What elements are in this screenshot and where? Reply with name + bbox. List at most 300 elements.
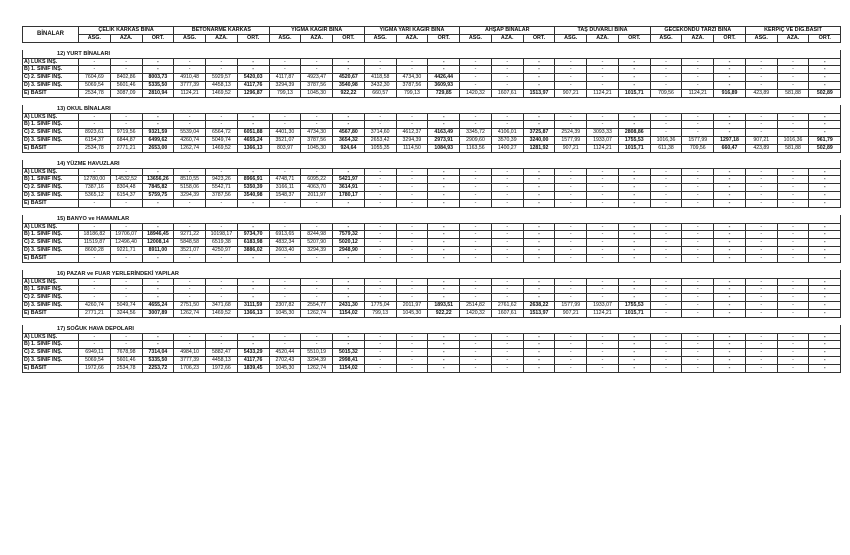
value-cell: - [174,121,206,129]
value-cell: 1755,53 [618,136,650,144]
value-cell: - [333,333,365,341]
value-cell: - [79,121,111,129]
value-cell: 2973,91 [428,136,460,144]
value-cell: - [682,58,714,66]
value-cell: - [142,223,174,231]
value-cell: - [777,356,809,364]
section-gap [23,97,841,105]
value-cell: - [523,239,555,247]
value-cell: - [745,349,777,357]
row-label: A) LÜKS İNŞ. [23,113,79,121]
value-cell: - [809,294,841,302]
value-cell: - [428,66,460,74]
value-cell: 1420,32 [460,309,492,317]
table-row [23,246,841,254]
value-cell: - [396,66,428,74]
value-cell: 7845,82 [142,184,174,192]
table-row [23,144,841,152]
value-cell: - [587,199,619,207]
value-cell: - [745,356,777,364]
value-cell: 4106,01 [491,129,523,137]
value-cell: - [777,168,809,176]
value-cell: - [396,254,428,262]
value-cell: - [587,121,619,129]
value-cell: - [110,58,142,66]
value-cell: - [714,364,746,372]
value-cell: - [682,301,714,309]
value-cell: - [460,74,492,82]
value-cell: - [555,184,587,192]
value-cell: - [110,168,142,176]
value-cell: - [745,168,777,176]
value-cell: - [491,191,523,199]
value-cell: - [269,294,301,302]
value-cell: - [491,184,523,192]
value-cell: 1297,18 [714,136,746,144]
value-cell: - [714,176,746,184]
table-row [23,199,841,207]
value-cell: - [650,184,682,192]
table-row [23,184,841,192]
value-cell: 3609,93 [428,81,460,89]
value-cell: 709,56 [650,89,682,97]
value-cell: - [587,239,619,247]
value-cell: - [174,223,206,231]
value-cell: - [237,223,269,231]
value-cell: - [714,113,746,121]
value-cell: - [618,364,650,372]
value-cell: - [714,301,746,309]
value-cell: - [174,286,206,294]
value-cell: 5539,04 [174,129,206,137]
value-cell: - [618,286,650,294]
section-gap [23,42,841,50]
row-label: D) 3. SINIF İNŞ. [23,246,79,254]
value-cell: 729,85 [428,89,460,97]
value-cell: - [714,254,746,262]
value-cell: - [809,74,841,82]
value-cell: 19706,07 [110,231,142,239]
value-cell: 9423,26 [206,176,238,184]
value-cell: - [142,168,174,176]
table-row [23,74,841,82]
value-cell: - [237,66,269,74]
table-row [23,121,841,129]
value-cell: - [618,168,650,176]
row-label: C) 2. SINIF İNŞ. [23,74,79,82]
value-cell: - [682,246,714,254]
value-cell: - [809,239,841,247]
value-cell: 1577,99 [555,301,587,309]
value-cell: - [460,184,492,192]
value-cell: - [364,66,396,74]
value-cell: 581,88 [777,89,809,97]
value-cell: - [809,199,841,207]
value-cell: - [460,231,492,239]
value-cell: - [714,356,746,364]
value-cell: - [428,121,460,129]
value-cell: - [428,239,460,247]
value-cell: 6051,88 [237,129,269,137]
value-cell: - [396,239,428,247]
value-cell: 8244,98 [301,231,333,239]
value-cell: - [809,246,841,254]
value-cell: - [396,113,428,121]
value-cell: - [523,184,555,192]
value-cell: 4458,13 [206,81,238,89]
value-cell: - [206,58,238,66]
value-cell: - [460,341,492,349]
value-cell: - [206,121,238,129]
value-cell: - [396,286,428,294]
value-cell: 1045,30 [396,309,428,317]
value-cell: - [587,184,619,192]
value-cell: - [745,113,777,121]
value-cell: - [555,294,587,302]
value-cell: - [523,58,555,66]
value-cell: - [682,121,714,129]
value-cell: 423,89 [745,89,777,97]
value-cell: - [745,129,777,137]
value-cell: - [237,254,269,262]
value-cell: - [491,254,523,262]
value-cell: 4520,44 [269,349,301,357]
value-cell: - [428,58,460,66]
header-subcolumn: AZA. [396,34,428,42]
value-cell: 3087,09 [110,89,142,97]
value-cell: - [460,121,492,129]
value-cell: - [523,356,555,364]
value-cell: - [396,364,428,372]
value-cell: - [714,286,746,294]
value-cell: - [650,301,682,309]
value-cell: 3787,56 [301,136,333,144]
value-cell: 1577,99 [682,136,714,144]
value-cell: - [174,66,206,74]
value-cell: 1045,30 [301,89,333,97]
value-cell: 5069,54 [79,81,111,89]
value-cell: - [142,333,174,341]
value-cell: 799,13 [396,89,428,97]
value-cell: - [650,254,682,262]
value-cell: - [206,223,238,231]
value-cell: - [650,333,682,341]
row-label: E) BASİT [23,254,79,262]
value-cell: - [809,349,841,357]
value-cell: 3886,02 [237,246,269,254]
value-cell: - [79,58,111,66]
value-cell: 4910,48 [174,74,206,82]
value-cell: - [618,176,650,184]
value-cell: - [618,184,650,192]
value-cell: 4260,74 [174,136,206,144]
section-gap [23,317,841,325]
row-label: C) 2. SINIF İNŞ. [23,129,79,137]
value-cell: - [777,254,809,262]
value-cell: - [142,294,174,302]
value-cell: - [555,176,587,184]
value-cell: 3166,11 [269,184,301,192]
value-cell: 1262,74 [301,364,333,372]
value-cell: - [777,231,809,239]
value-cell: - [714,239,746,247]
value-cell: 5601,46 [110,356,142,364]
value-cell: - [174,58,206,66]
value-cell: - [142,113,174,121]
value-cell: - [777,129,809,137]
value-cell: 1016,36 [777,136,809,144]
row-label: D) 3. SINIF İNŞ. [23,136,79,144]
value-cell: - [142,58,174,66]
value-cell: - [650,239,682,247]
value-cell: - [237,333,269,341]
section-title-row [23,270,841,279]
value-cell: - [491,168,523,176]
value-cell: - [555,66,587,74]
value-cell: 9221,71 [110,246,142,254]
value-cell: 1281,92 [523,144,555,152]
value-cell: 1469,52 [206,144,238,152]
value-cell: 4520,67 [333,74,365,82]
value-cell: - [491,231,523,239]
header-subcolumn: ASG. [555,34,587,42]
value-cell: - [79,66,111,74]
value-cell: - [809,121,841,129]
header-subcolumn: ORT. [714,34,746,42]
value-cell: - [555,58,587,66]
table-header [23,27,841,43]
value-cell: 922,22 [333,89,365,97]
value-cell: - [587,246,619,254]
value-cell: - [523,246,555,254]
value-cell: - [396,58,428,66]
value-cell: 13656,26 [142,176,174,184]
value-cell: - [555,231,587,239]
table-row [23,89,841,97]
value-cell: - [396,168,428,176]
value-cell: - [110,121,142,129]
value-cell: - [206,278,238,286]
value-cell: - [237,199,269,207]
value-cell: - [110,199,142,207]
value-cell: - [523,341,555,349]
value-cell: 3540,98 [237,191,269,199]
value-cell: - [714,231,746,239]
value-cell: - [745,231,777,239]
table-row [23,301,841,309]
value-cell: - [206,113,238,121]
value-cell: 1154,02 [333,364,365,372]
value-cell: - [460,58,492,66]
value-cell: - [714,184,746,192]
value-cell: 1124,21 [174,89,206,97]
table-row [23,136,841,144]
table-row [23,294,841,302]
value-cell: 7678,98 [110,349,142,357]
value-cell: 709,56 [682,144,714,152]
value-cell: 1972,66 [206,364,238,372]
header-subcolumn: ORT. [333,34,365,42]
value-cell: - [618,66,650,74]
value-cell: - [714,129,746,137]
value-cell: - [364,176,396,184]
value-cell: - [79,168,111,176]
value-cell: - [809,333,841,341]
value-cell: - [809,364,841,372]
value-cell: 8003,73 [142,74,174,82]
value-cell: 4734,30 [396,74,428,82]
value-cell: - [396,356,428,364]
value-cell: - [364,239,396,247]
value-cell: - [364,168,396,176]
value-cell: - [301,223,333,231]
row-label: A) LÜKS İNŞ. [23,278,79,286]
value-cell: 4117,76 [237,81,269,89]
value-cell: 1577,99 [555,136,587,144]
value-cell: - [745,294,777,302]
value-cell: - [745,191,777,199]
value-cell: - [777,349,809,357]
value-cell: - [618,341,650,349]
value-cell: 4748,71 [269,176,301,184]
value-cell: - [301,286,333,294]
value-cell: - [428,349,460,357]
section-title: 14) YÜZME HAVUZLARI [23,160,841,169]
value-cell: - [809,223,841,231]
value-cell: - [79,113,111,121]
value-cell: 7314,04 [142,349,174,357]
value-cell: - [301,333,333,341]
value-cell: - [809,278,841,286]
value-cell: 1124,21 [587,144,619,152]
value-cell: 3777,39 [174,356,206,364]
value-cell: - [682,286,714,294]
value-cell: 8923,61 [79,129,111,137]
value-cell: - [523,199,555,207]
value-cell: 1420,32 [460,89,492,97]
value-cell: - [142,278,174,286]
value-cell: - [682,113,714,121]
value-cell: - [682,364,714,372]
value-cell: - [333,294,365,302]
row-label: B) 1. SINIF İNŞ. [23,121,79,129]
value-cell: - [142,286,174,294]
table-row [23,58,841,66]
value-cell: - [206,66,238,74]
value-cell: - [491,333,523,341]
value-cell: 611,38 [650,144,682,152]
value-cell: - [301,121,333,129]
value-cell: - [809,66,841,74]
value-cell: - [396,333,428,341]
value-cell: - [364,294,396,302]
table-row [23,254,841,262]
value-cell: 1548,37 [269,191,301,199]
value-cell: 5421,97 [333,176,365,184]
header-subcolumn: ORT. [523,34,555,42]
value-cell: - [428,223,460,231]
value-cell: - [714,74,746,82]
gap-cell [23,42,841,50]
value-cell: - [364,199,396,207]
value-cell: - [650,121,682,129]
value-cell: - [682,278,714,286]
value-cell: - [682,168,714,176]
row-label: B) 1. SINIF İNŞ. [23,176,79,184]
value-cell: - [587,58,619,66]
value-cell: 1045,30 [269,309,301,317]
value-cell: - [745,246,777,254]
value-cell: - [269,286,301,294]
section-gap [23,262,841,270]
value-cell: - [809,356,841,364]
value-cell: - [364,333,396,341]
value-cell: - [777,199,809,207]
value-cell: - [428,176,460,184]
value-cell: 2253,72 [142,364,174,372]
value-cell: - [237,278,269,286]
value-cell: - [777,286,809,294]
value-cell: - [809,81,841,89]
value-cell: 1755,53 [618,301,650,309]
table-row [23,176,841,184]
value-cell: - [301,113,333,121]
section-title: 15) BANYO ve HAMAMLAR [23,215,841,224]
value-cell: 3244,56 [110,309,142,317]
table-row [23,333,841,341]
value-cell: - [460,356,492,364]
value-cell: - [460,278,492,286]
value-cell: 5207,90 [301,239,333,247]
value-cell: 18946,45 [142,231,174,239]
value-cell: - [174,294,206,302]
value-cell: 5929,57 [206,74,238,82]
value-cell: - [396,176,428,184]
value-cell: 2761,62 [491,301,523,309]
value-cell: 1706,23 [174,364,206,372]
value-cell: - [618,278,650,286]
value-cell: 2638,22 [523,301,555,309]
table-row [23,168,841,176]
value-cell: - [745,184,777,192]
value-cell: 1016,36 [650,136,682,144]
header-group-title: AHŞAP BİNALAR [460,27,555,35]
value-cell: - [555,286,587,294]
value-cell: 916,89 [714,89,746,97]
row-label: C) 2. SINIF İNŞ. [23,239,79,247]
value-cell: - [523,66,555,74]
value-cell: - [777,341,809,349]
value-cell: 2554,77 [301,301,333,309]
value-cell: - [491,121,523,129]
value-cell: 6844,87 [110,136,142,144]
header-subcolumn: ASG. [460,34,492,42]
value-cell: 2751,50 [174,301,206,309]
value-cell: 1015,71 [618,89,650,97]
header-subcolumn: ASG. [650,34,682,42]
value-cell: - [460,199,492,207]
value-cell: - [110,294,142,302]
row-label: C) 2. SINIF İNŞ. [23,349,79,357]
value-cell: 5848,58 [174,239,206,247]
value-cell: - [777,364,809,372]
value-cell: - [269,333,301,341]
header-group-title: YIĞMA KAGİR BİNA [269,27,364,35]
value-cell: - [714,349,746,357]
value-cell: - [301,168,333,176]
value-cell: - [714,168,746,176]
table-row [23,278,841,286]
